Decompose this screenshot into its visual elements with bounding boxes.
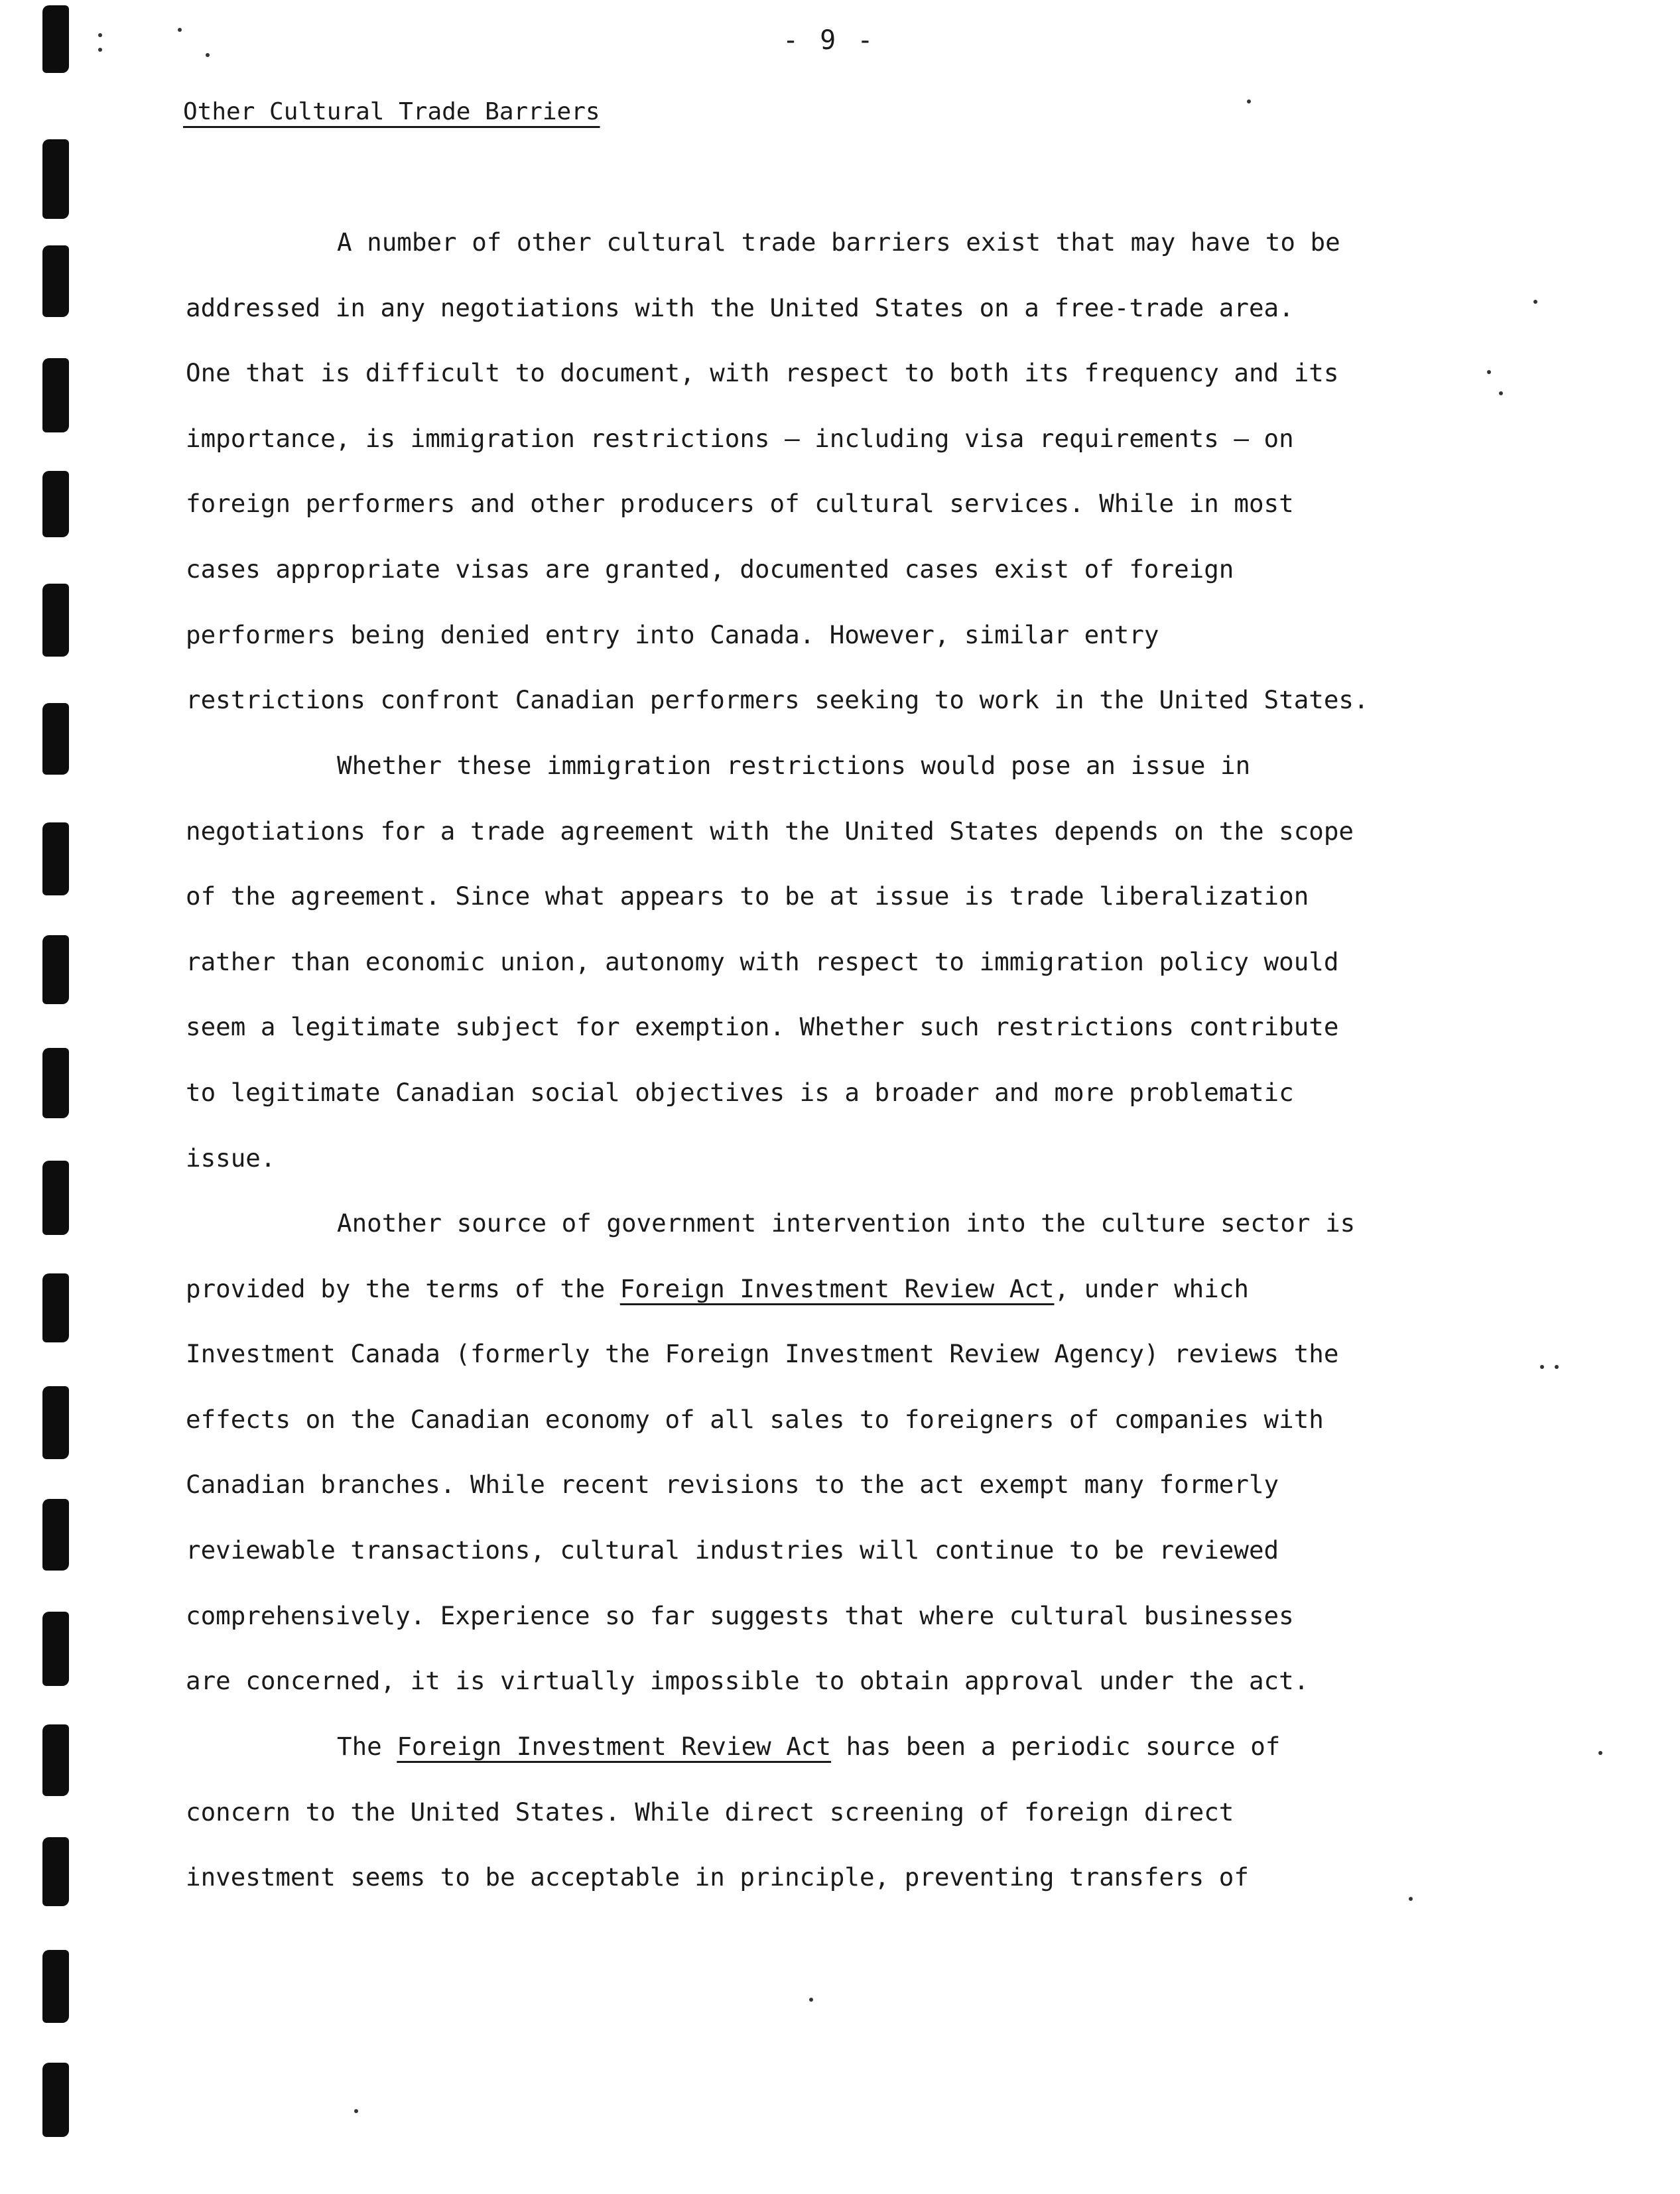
paragraph-line: of the agreement. Since what appears to be at issue is trade liberalization	[186, 881, 1309, 911]
paragraph-line	[186, 1714, 1512, 1779]
scan-speck	[98, 48, 102, 52]
scan-speck	[206, 53, 210, 57]
paragraph-line: investment seems to be acceptable in principle, preventing transfers of	[186, 1862, 1249, 1892]
paragraph-line: Investment Canada (formerly the Foreign Investment Review Agency) reviews the	[186, 1339, 1339, 1369]
scan-speck	[98, 33, 102, 37]
paragraph-line: performers being denied entry into Canada. However, similar entry	[186, 619, 1159, 649]
paragraph-line: Whether these immigration restrictions would pose an issue in	[337, 751, 1251, 780]
paragraph	[186, 210, 1512, 733]
text-run: The	[337, 1732, 397, 1761]
binding-hole	[42, 1386, 69, 1459]
paragraph-line: importance, is immigration restrictions — including visa requirements — on	[186, 423, 1294, 453]
paragraph-line: to legitimate Canadian social objectives is a broader and more problematic	[186, 1077, 1294, 1107]
paragraph-line: comprehensively. Experience so far suggests that where cultural businesses	[186, 1600, 1294, 1630]
paragraph-line: effects on the Canadian economy of all sales to foreigners of companies with	[186, 1404, 1324, 1434]
scan-speck	[1533, 300, 1537, 304]
binding-hole	[42, 1273, 69, 1342]
paragraph-line: Canadian branches. While recent revisions to the act exempt many formerly	[186, 1470, 1279, 1500]
paragraph-line: negotiations for a trade agreement with the United States depends on the scope	[186, 816, 1354, 846]
paragraph-line: One that is difficult to document, with respect to both its frequency and its	[186, 358, 1339, 388]
binding-hole	[42, 822, 69, 895]
scan-speck	[1555, 1365, 1559, 1369]
binding-hole	[42, 2063, 69, 2137]
binding-hole	[42, 1161, 69, 1235]
scan-speck	[809, 1998, 813, 2002]
scan-speck	[1598, 1751, 1602, 1755]
paragraph-line: Another source of government intervention into the culture sector is	[337, 1208, 1356, 1238]
binding-hole	[42, 471, 69, 537]
binding-hole	[42, 1612, 69, 1686]
binding-hole	[42, 1837, 69, 1906]
scan-speck	[354, 2109, 358, 2113]
paragraph-line: restrictions confront Canadian performers seeking to work in the United States.	[186, 685, 1369, 715]
binding-hole	[42, 935, 69, 1004]
binding-hole	[42, 1048, 69, 1118]
binding-hole	[42, 139, 69, 219]
binding-hole	[42, 584, 69, 657]
text-run: provided by the terms of the	[186, 1273, 620, 1303]
paragraph-line: A number of other cultural trade barriers exist that may have to be	[337, 227, 1340, 257]
paragraph	[186, 1714, 1512, 1910]
binding-hole	[42, 703, 69, 775]
paragraph-line	[186, 1256, 1512, 1322]
scan-speck	[1247, 99, 1251, 103]
paragraph-line: concern to the United States. While direct screening of foreign direct	[186, 1797, 1234, 1827]
paragraph-line: are concerned, it is virtually impossible to obtain approval under the act.	[186, 1666, 1309, 1696]
binding-hole	[42, 1499, 69, 1571]
page-number: - 9 -	[783, 25, 876, 56]
act-title-underlined: Foreign Investment Review Act	[619, 1273, 1055, 1303]
section-heading: Other Cultural Trade Barriers	[183, 98, 600, 125]
binding-hole	[42, 358, 69, 432]
binding-hole	[42, 5, 69, 73]
paragraph-line: rather than economic union, autonomy with respect to immigration policy would	[186, 946, 1339, 976]
text-run: has been a periodic source of	[831, 1732, 1281, 1761]
scan-speck	[178, 28, 182, 32]
scan-speck	[1540, 1365, 1544, 1369]
paragraph-line: foreign performers and other producers of cultural services. While in most	[186, 489, 1294, 519]
paragraph	[186, 1191, 1512, 1714]
binding-hole	[42, 1724, 69, 1796]
paragraph-line: reviewable transactions, cultural industries will continue to be reviewed	[186, 1535, 1279, 1565]
binding-hole	[42, 245, 69, 317]
paragraph-line: issue.	[186, 1143, 276, 1173]
binding-hole	[42, 1950, 69, 2023]
act-title-underlined: Foreign Investment Review Act	[397, 1732, 832, 1761]
text-run: , under which	[1054, 1273, 1249, 1303]
paragraph-line: seem a legitimate subject for exemption. Whether such restrictions contribute	[186, 1012, 1339, 1042]
paragraph-line: cases appropriate visas are granted, documented cases exist of foreign	[186, 554, 1234, 584]
paragraph-line: addressed in any negotiations with the United States on a free-trade area.	[186, 292, 1294, 322]
paragraph	[186, 733, 1512, 1191]
